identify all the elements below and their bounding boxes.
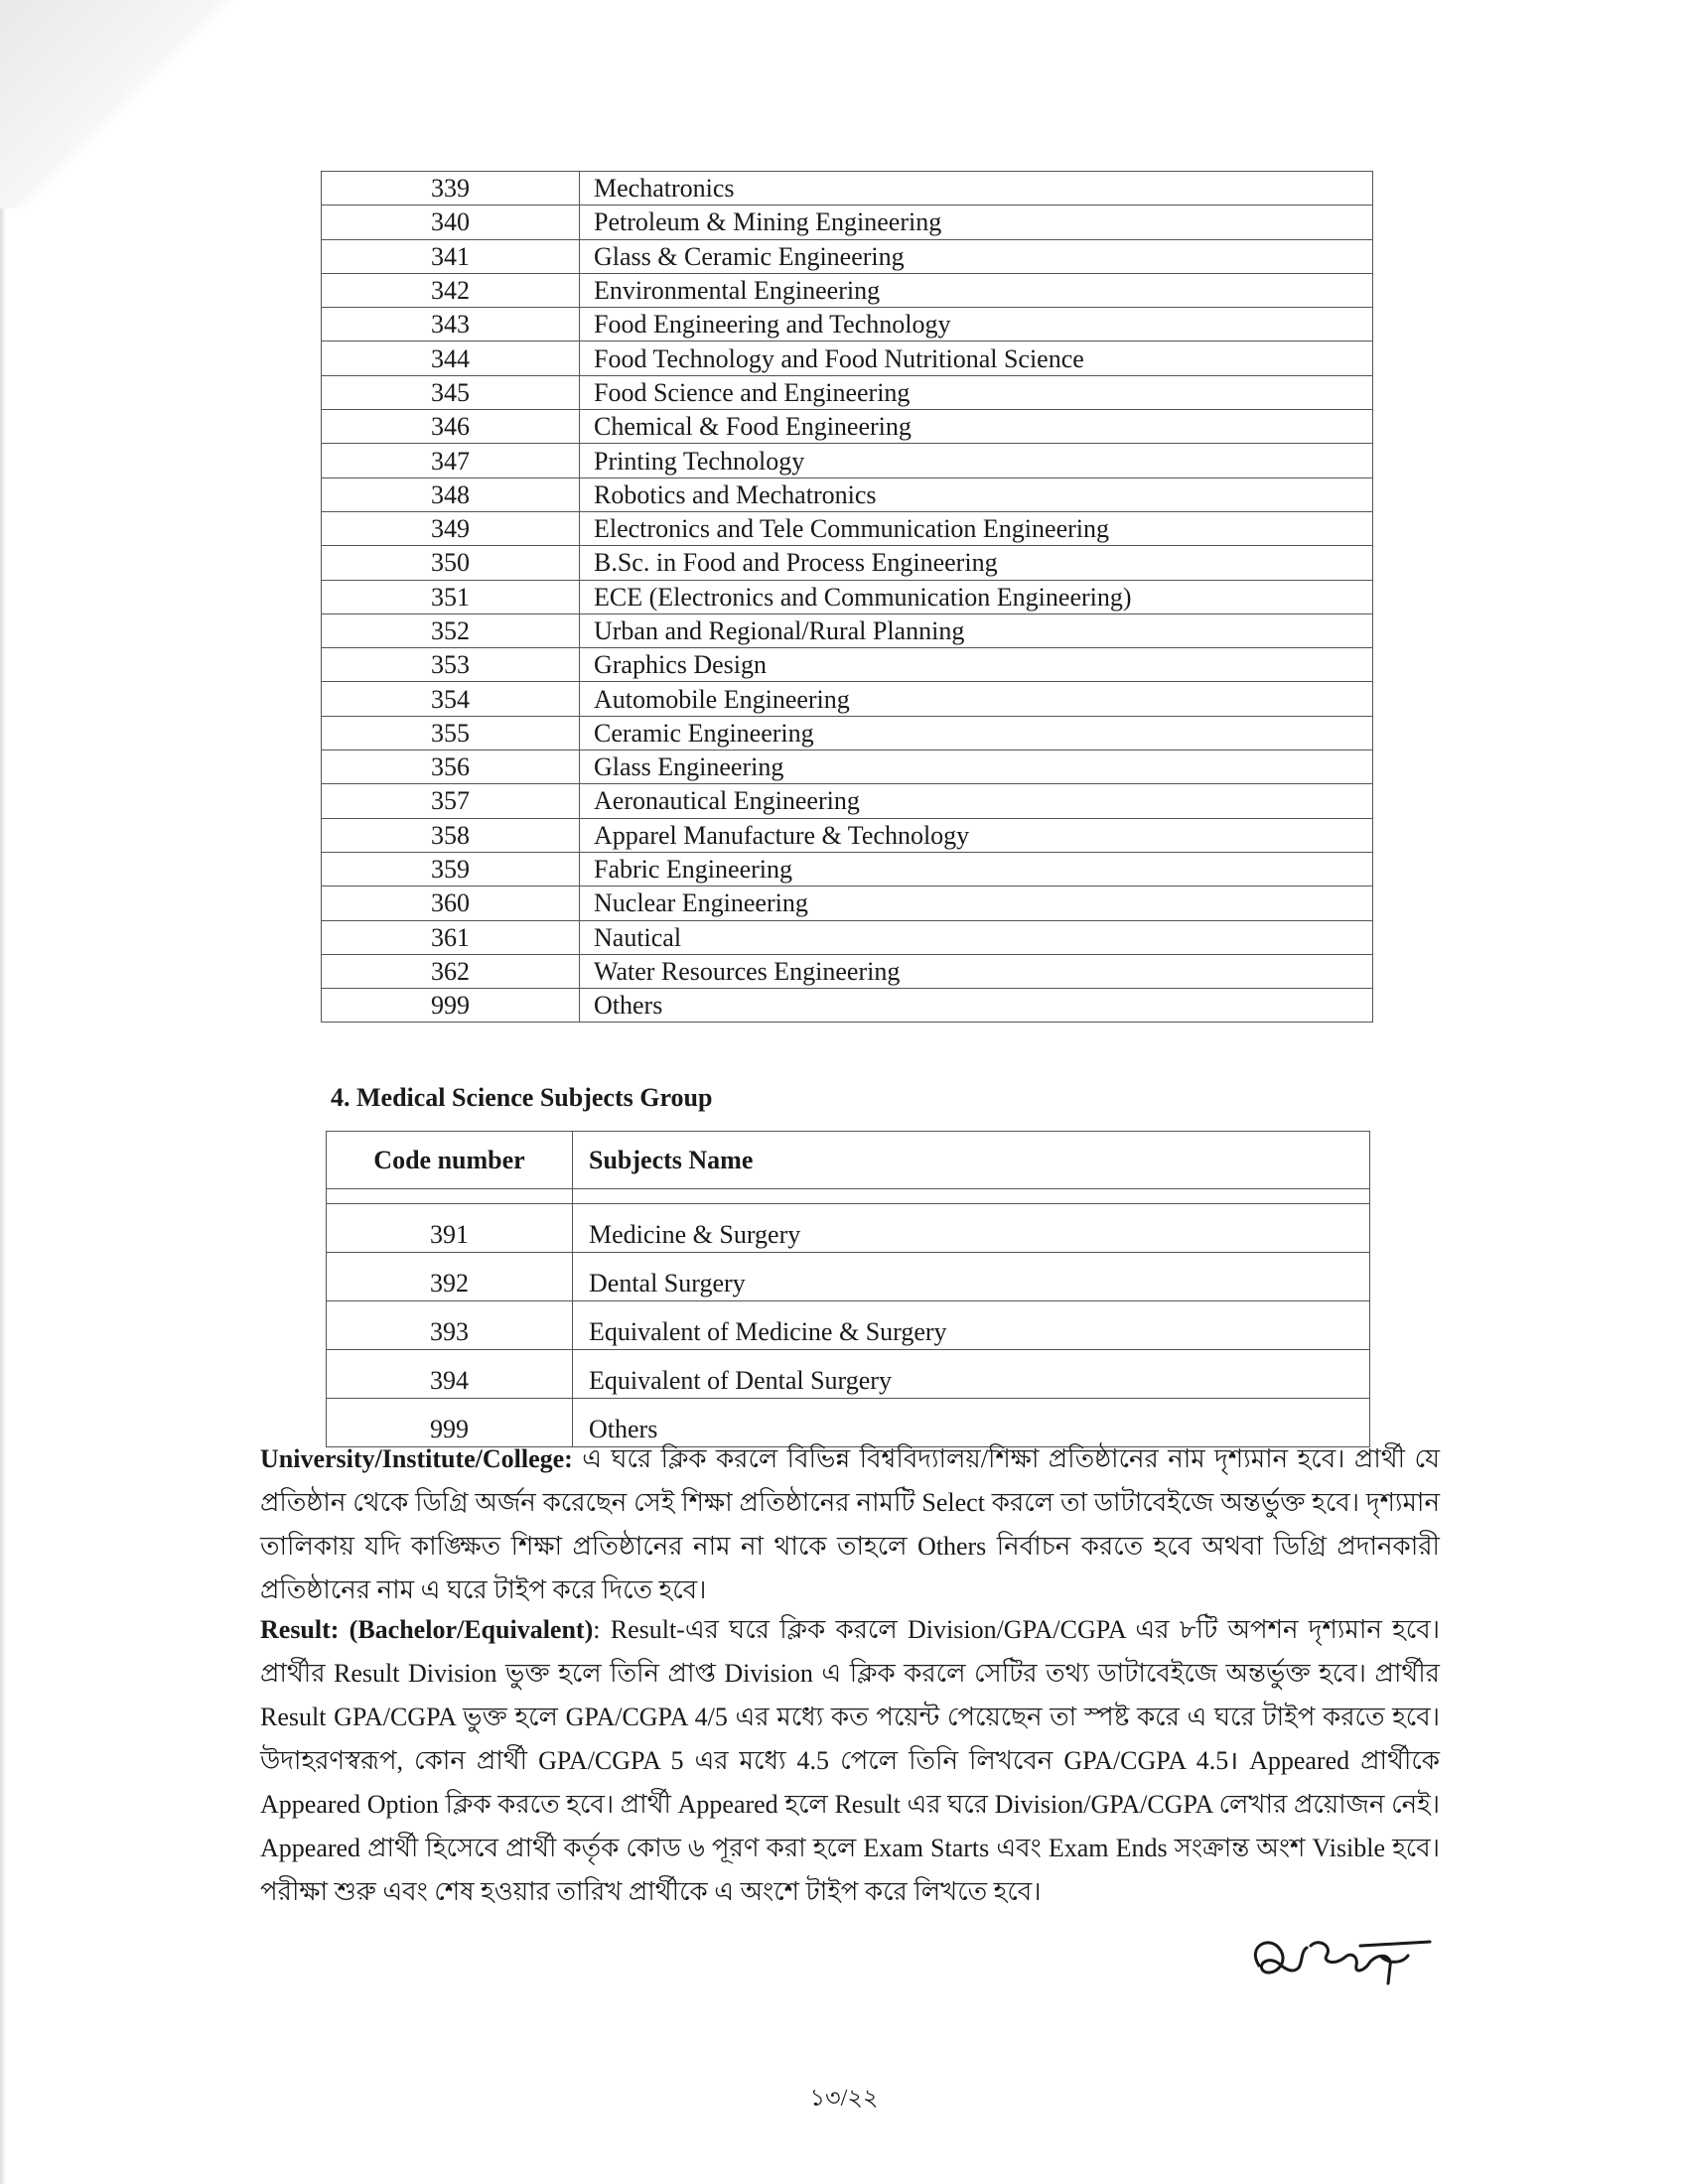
folded-corner	[0, 0, 268, 208]
university-instructions	[260, 1437, 1440, 1612]
subject-name: Nuclear Engineering	[580, 887, 1373, 920]
table-row	[322, 648, 1373, 682]
page-number: ১৩/২২	[809, 2086, 879, 2112]
engineering-table-body	[322, 172, 1373, 1023]
table-row	[327, 1350, 1370, 1399]
subject-code: 347	[322, 444, 580, 478]
subject-code: 340	[322, 205, 580, 239]
table-row	[322, 375, 1373, 409]
table-row	[322, 444, 1373, 478]
subject-code: 346	[322, 410, 580, 444]
subject-name: Apparel Manufacture & Technology	[580, 818, 1373, 852]
table-row	[322, 546, 1373, 580]
table-row	[322, 308, 1373, 341]
subject-code: 999	[327, 1399, 573, 1447]
table-row	[322, 273, 1373, 307]
table-row	[322, 205, 1373, 239]
subjects-name-header: Subjects Name	[573, 1132, 1370, 1189]
handwritten-signature	[1241, 1916, 1450, 2005]
table-row	[322, 989, 1373, 1023]
subject-code: 339	[322, 172, 580, 205]
table-row	[322, 239, 1373, 273]
subject-code: 393	[327, 1301, 573, 1350]
medical-subjects-table	[326, 1131, 1370, 1447]
subject-name: Food Science and Engineering	[580, 375, 1373, 409]
table-row	[322, 172, 1373, 205]
scan-edge-shadow	[0, 0, 6, 2184]
subject-name: Glass Engineering	[580, 751, 1373, 784]
subject-code: 351	[322, 580, 580, 614]
table-row	[327, 1253, 1370, 1301]
subject-name: Food Technology and Food Nutritional Science	[580, 341, 1373, 375]
subject-code: 361	[322, 920, 580, 954]
subject-name: Graphics Design	[580, 648, 1373, 682]
subject-name: Nautical	[580, 920, 1373, 954]
subject-name: Mechatronics	[580, 172, 1373, 205]
result-text: : Result-এর ঘরে ক্লিক করলে Division/GPA/CGPA এর ৮টি অপশন দৃশ্যমান হবে। প্রার্থীর Result Division ভুক্ত হলে তিনি প্রাপ্ত Division এ ক্লিক করলে সেটির তথ্য ডাটাবেইজে অন্তর্ভুক্ত হবে। প্রার্থীর Result GPA/CGPA ভুক্ত হলে GPA/CGPA 4/5 এর মধ্যে কত পয়েন্ট পেয়েছেন তা স্পষ্ট করে এ ঘরে টাইপ করতে হবে। উদাহরণস্বরূপ, কোন প্রার্থী GPA/CGPA 5 এর মধ্যে 4.5 পেলে তিনি লিখবেন GPA/CGPA 4.5। Appeared প্রার্থীকে Appeared Option ক্লিক করতে হবে। প্রার্থী Appeared হলে Result এর ঘরে Division/GPA/CGPA লেখার প্রয়োজন নেই। Appeared প্রার্থী হিসেবে প্রার্থী কর্তৃক কোড ৬ পূরণ করা হলে Exam Starts এবং Exam Ends সংক্রান্ত অংশ Visible হবে। পরীক্ষা শুরু এবং শেষ হওয়ার তারিখ প্রার্থীকে এ অংশে টাইপ করে লিখতে হবে।	[260, 1615, 1440, 1906]
university-label: University/Institute/College:	[260, 1444, 573, 1473]
table-row	[322, 478, 1373, 511]
subject-code: 999	[322, 989, 580, 1023]
table-row	[322, 751, 1373, 784]
table-row	[322, 614, 1373, 647]
table-row	[327, 1301, 1370, 1350]
table-row	[322, 511, 1373, 545]
table-row	[322, 410, 1373, 444]
table-row	[322, 920, 1373, 954]
code-number-header: Code number	[327, 1132, 573, 1189]
subject-code: 362	[322, 954, 580, 988]
medical-section-heading: 4. Medical Science Subjects Group	[331, 1083, 713, 1112]
table-row	[322, 341, 1373, 375]
subject-code: 358	[322, 818, 580, 852]
subject-name: Medicine & Surgery	[573, 1204, 1370, 1253]
spacer-cell	[327, 1189, 573, 1204]
subject-name: Others	[580, 989, 1373, 1023]
subject-name: Fabric Engineering	[580, 852, 1373, 886]
subject-name: Ceramic Engineering	[580, 716, 1373, 750]
medical-table-body	[327, 1189, 1370, 1447]
spacer-cell	[573, 1189, 1370, 1204]
result-instructions	[260, 1608, 1440, 1914]
table-row	[322, 818, 1373, 852]
subject-name: Urban and Regional/Rural Planning	[580, 614, 1373, 647]
subject-name: Food Engineering and Technology	[580, 308, 1373, 341]
subject-name: Robotics and Mechatronics	[580, 478, 1373, 511]
subject-code: 350	[322, 546, 580, 580]
subject-code: 394	[327, 1350, 573, 1399]
table-row	[322, 580, 1373, 614]
result-label: Result: (Bachelor/Equivalent)	[260, 1615, 594, 1644]
table-row	[327, 1204, 1370, 1253]
subject-code: 356	[322, 751, 580, 784]
subject-name: Chemical & Food Engineering	[580, 410, 1373, 444]
subject-name: Equivalent of Medicine & Surgery	[573, 1301, 1370, 1350]
medical-table-header-row	[327, 1132, 1370, 1189]
subject-name: Petroleum & Mining Engineering	[580, 205, 1373, 239]
subject-code: 342	[322, 273, 580, 307]
subject-name: Electronics and Tele Communication Engineering	[580, 511, 1373, 545]
table-row	[322, 852, 1373, 886]
table-row	[322, 682, 1373, 716]
table-row	[322, 784, 1373, 818]
subject-code: 348	[322, 478, 580, 511]
subject-name: Water Resources Engineering	[580, 954, 1373, 988]
table-row	[322, 887, 1373, 920]
subject-code: 341	[322, 239, 580, 273]
subject-code: 354	[322, 682, 580, 716]
subject-code: 349	[322, 511, 580, 545]
subject-name: B.Sc. in Food and Process Engineering	[580, 546, 1373, 580]
subject-code: 352	[322, 614, 580, 647]
subject-code: 343	[322, 308, 580, 341]
subject-code: 355	[322, 716, 580, 750]
subject-code: 360	[322, 887, 580, 920]
subject-name: Aeronautical Engineering	[580, 784, 1373, 818]
table-row	[322, 716, 1373, 750]
header-spacer-row	[327, 1189, 1370, 1204]
subject-name: Automobile Engineering	[580, 682, 1373, 716]
subject-code: 359	[322, 852, 580, 886]
table-row	[322, 954, 1373, 988]
subject-code: 391	[327, 1204, 573, 1253]
subject-name: Dental Surgery	[573, 1253, 1370, 1301]
university-text: এ ঘরে ক্লিক করলে বিভিন্ন বিশ্ববিদ্যালয়/শিক্ষা প্রতিষ্ঠানের নাম দৃশ্যমান হবে। প্রার্থী যে প্রতিষ্ঠান থেকে ডিগ্রি অর্জন করেছেন সেই শিক্ষা প্রতিষ্ঠানের নামটি Select করলে তা ডাটাবেইজে অন্তর্ভুক্ত হবে। দৃশ্যমান তালিকায় যদি কাঙ্ক্ষিত শিক্ষা প্রতিষ্ঠানের নাম না থাকে তাহলে Others নির্বাচন করতে হবে অথবা ডিগ্রি প্রদানকারী প্রতিষ্ঠানের নাম এ ঘরে টাইপ করে দিতে হবে।	[260, 1444, 1440, 1604]
engineering-subjects-table	[321, 171, 1373, 1023]
subject-code: 345	[322, 375, 580, 409]
subject-name: Environmental Engineering	[580, 273, 1373, 307]
subject-name: Equivalent of Dental Surgery	[573, 1350, 1370, 1399]
subject-code: 392	[327, 1253, 573, 1301]
subject-code: 344	[322, 341, 580, 375]
subject-name: ECE (Electronics and Communication Engineering)	[580, 580, 1373, 614]
subject-name: Glass & Ceramic Engineering	[580, 239, 1373, 273]
subject-code: 357	[322, 784, 580, 818]
subject-name: Printing Technology	[580, 444, 1373, 478]
subject-code: 353	[322, 648, 580, 682]
subject-name: Others	[573, 1399, 1370, 1447]
